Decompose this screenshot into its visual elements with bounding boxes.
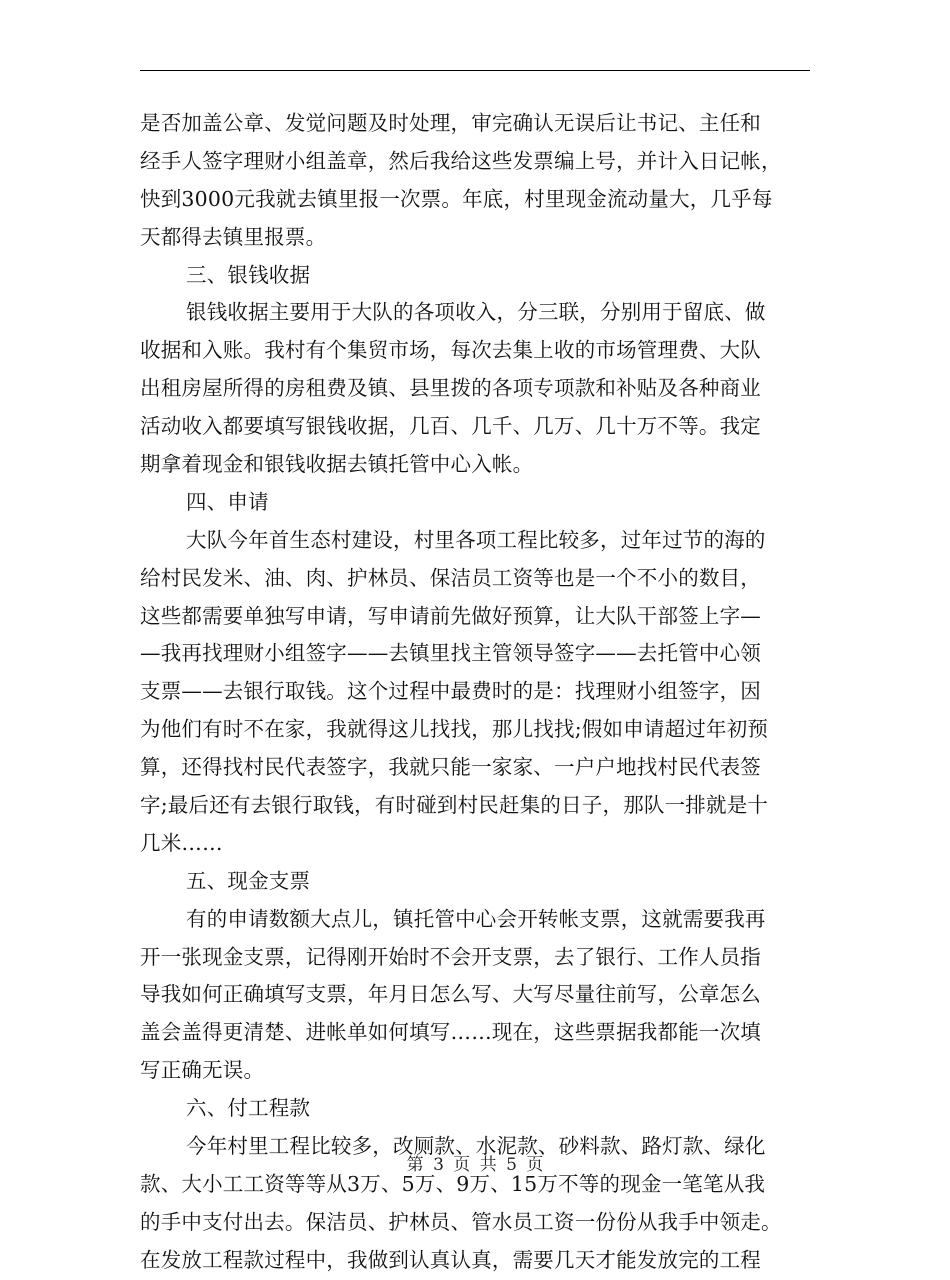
paragraph-line-indented: 大队今年首生态村建设，村里各项工程比较多，过年过节的海的 <box>186 527 766 552</box>
paragraph-line: 这些都需要单独写申请，写申请前先做好预算，让大队干部签上字— <box>140 603 761 628</box>
paragraph-line: 在发放工程款过程中，我做到认真认真，需要几天才能发放完的工程 <box>140 1247 761 1272</box>
paragraph-line-indented: 五、现金支票 <box>186 868 311 893</box>
paragraph-line-indented: 三、银钱收据 <box>186 262 311 287</box>
paragraph-line: 几米…… <box>140 830 223 855</box>
paragraph-line: 收据和入账。我村有个集贸市场，每次去集上收的市场管理费、大队 <box>140 338 761 363</box>
paragraph-line: 给村民发米、油、肉、护林员、保洁员工资等也是一个不小的数目， <box>140 565 761 590</box>
paragraph-line: 算，还得找村民代表签字，我就只能一家家、一户户地找村民代表签 <box>140 755 761 780</box>
paragraph-line: 天都得去镇里报票。 <box>140 224 327 249</box>
page-number: 第 3 页 共 5 页 <box>406 1155 544 1175</box>
paragraph-line-indented: 有的申请数额大点儿，镇托管中心会开转帐支票，这就需要我再 <box>186 906 766 931</box>
paragraph-line: 字;最后还有去银行取钱，有时碰到村民赶集的日子，那队一排就是十 <box>140 793 769 818</box>
paragraph-line: 盖会盖得更清楚、进帐单如何填写……现在，这些票据我都能一次填 <box>140 1020 761 1045</box>
paragraph-line: —我再找理财小组签字——去镇里找主管领导签字——去托管中心领 <box>140 641 761 666</box>
paragraph-line: 款、大小工工资等等从3万、5万、9万、15万不等的现金一笔笔从我 <box>140 1171 766 1196</box>
paragraph-line: 快到3000元我就去镇里报一次票。年底，村里现金流动量大，几乎每 <box>140 186 773 211</box>
paragraph-line: 期拿着现金和银钱收据去镇托管中心入帐。 <box>140 452 534 477</box>
paragraph-line: 支票——去银行取钱。这个过程中最费时的是：找理财小组签字，因 <box>140 679 761 704</box>
paragraph-line: 为他们有时不在家，我就得这儿找找，那儿找找;假如申请超过年初预 <box>140 717 769 742</box>
paragraph-line: 是否加盖公章、发觉问题及时处理，审完确认无误后让书记、主任和 <box>140 111 761 135</box>
header-rule <box>140 70 810 71</box>
paragraph-line-indented: 今年村里工程比较多，改厕款、水泥款、砂料款、路灯款、绿化 <box>186 1134 766 1159</box>
paragraph-line: 经手人签字理财小组盖章，然后我给这些发票编上号，并计入日记帐， <box>140 148 782 173</box>
paragraph-line-indented: 银钱收据主要用于大队的各项收入，分三联，分别用于留底、做 <box>186 300 766 325</box>
paragraph-line: 写正确无误。 <box>140 1058 265 1083</box>
paragraph-line: 活动收入都要填写银钱收据，几百、几千、几万、几十万不等。我定 <box>140 414 761 439</box>
paragraph-line-indented: 六、付工程款 <box>186 1096 311 1121</box>
paragraph-line: 导我如何正确填写支票，年月日怎么写、大写尽量往前写，公章怎么 <box>140 982 761 1007</box>
paragraph-line: 开一张现金支票，记得刚开始时不会开支票，去了银行、工作人员指 <box>140 944 761 969</box>
paragraph-line-indented: 四、申请 <box>186 489 269 514</box>
paragraph-line: 的手中支付出去。保洁员、护林员、管水员工资一份份从我手中领走。 <box>140 1209 782 1234</box>
paragraph-line: 出租房屋所得的房租费及镇、县里拨的各项专项款和补贴及各种商业 <box>140 376 761 401</box>
document-body <box>140 105 820 1280</box>
